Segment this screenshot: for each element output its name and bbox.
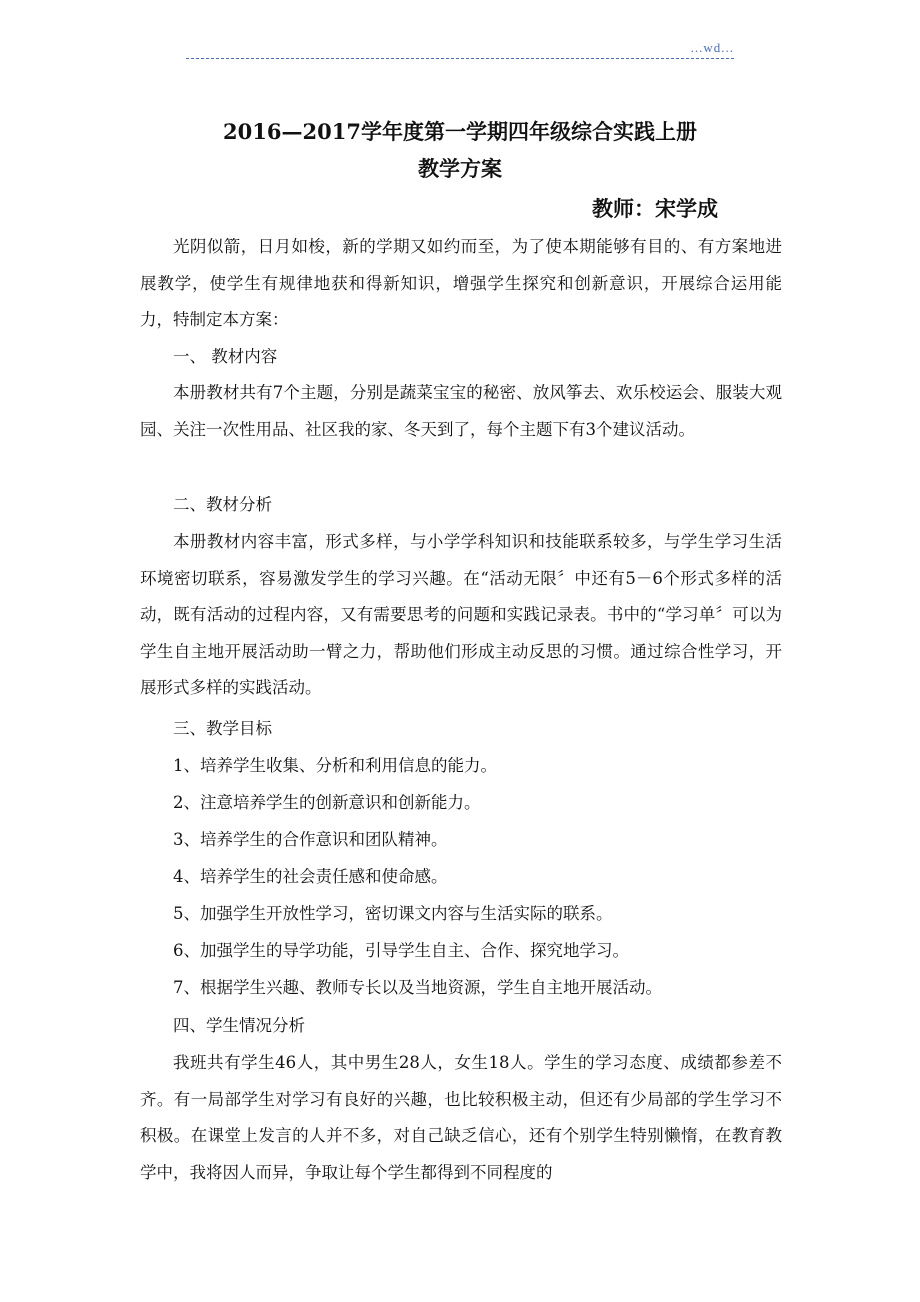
- goal-item-2: 2、注意培养学生的创新意识和创新能力。: [173, 793, 481, 812]
- section-1-body: 本册教材共有7个主题，分别是蔬菜宝宝的秘密、放风筝去、欢乐校运会、服装大观园、关注一次性用品、社区我的家、冬天到了，每个主题下有3个建议活动。: [140, 383, 782, 439]
- section-3-heading: 三、教学目标: [173, 719, 272, 738]
- goal-item-3: 3、培养学生的合作意识和团队精神。: [173, 830, 448, 849]
- section-4-heading: 四、学生情况分析: [173, 1016, 305, 1035]
- header-mark: ...wd...: [690, 40, 734, 55]
- teacher-name: 教师：宋学成: [592, 196, 718, 221]
- document-title-line-2: 教学方案: [418, 156, 502, 181]
- section-1-heading: 一、 教材内容: [173, 347, 278, 366]
- section-2-heading: 二、教材分析: [173, 495, 272, 514]
- goal-item-5: 5、加强学生开放性学习，密切课文内容与生活实际的联系。: [173, 904, 613, 923]
- document-title-line-1: 2016—2017学年度第一学期四年级综合实践上册: [223, 119, 697, 144]
- goal-item-7: 7、根据学生兴趣、教师专长以及当地资源，学生自主地开展活动。: [173, 978, 662, 997]
- goal-item-6: 6、加强学生的导学功能，引导学生自主、合作、探究地学习。: [173, 941, 629, 960]
- intro-paragraph: 光阴似箭，日月如梭，新的学期又如约而至，为了使本期能够有目的、有方案地进展教学，使学生有规律地获和得新知识，增强学生探究和创新意识，开展综合运用能力，特制定本方案：: [140, 237, 782, 329]
- goal-item-1: 1、培养学生收集、分析和利用信息的能力。: [173, 756, 497, 775]
- section-2-body: 本册教材内容丰富，形式多样，与小学学科知识和技能联系较多，与学生学习生活环境密切联系，容易激发学生的学习兴趣。在“活动无限〞中还有5－6个形式多样的活动，既有活动的过程内容，又有需要思考的问题和实践记录表。书中的“学习单〞可以为学生自主地开展活动助一臂之力，帮助他们形成主动反思的习惯。通过综合性学习，开展形式多样的实践活动。: [140, 532, 782, 697]
- section-4-body: 我班共有学生46人，其中男生28人，女生18人。学生的学习态度、成绩都参差不齐。有一局部学生对学习有良好的兴趣，也比较积极主动，但还有少局部的学生学习不积极。在课堂上发言的人并不多，对自己缺乏信心，还有个别学生特别懒惰，在教育教学中，我将因人而异，争取让每个学生都得到不同程度的: [140, 1053, 782, 1182]
- header-rule: [186, 58, 734, 59]
- goal-item-4: 4、培养学生的社会责任感和使命感。: [173, 867, 448, 886]
